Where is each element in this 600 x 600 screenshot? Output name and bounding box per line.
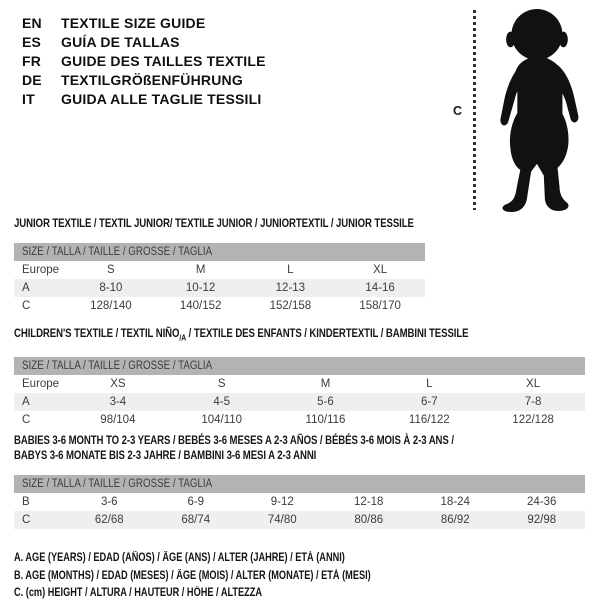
- table-title-line: BABIES 3-6 MONTH TO 2-3 YEARS / BEBÉS 3-6 MESES A 2-3 AÑOS / BÉBÉS 3-6 MOIS À 2-3 ANS /: [14, 433, 454, 448]
- language-title: TEXTILGRÖßENFÜHRUNG: [61, 71, 243, 88]
- footnote-line: A. AGE (YEARS) / EDAD (AÑOS) / ÂGE (ANS) / ALTER (JAHRE) / ETÀ (ANNI): [14, 552, 345, 565]
- language-row: [22, 13, 266, 32]
- table-row: [14, 261, 425, 279]
- language-title: GUIDA ALLE TAGLIE TESSILI: [61, 90, 262, 107]
- junior-size-table: [14, 216, 425, 315]
- cell-value: XL: [526, 378, 541, 391]
- cell-value: 3-6: [100, 496, 118, 509]
- cell-value: XS: [110, 378, 126, 391]
- size-header-band: [14, 475, 585, 493]
- language-row: [22, 70, 266, 89]
- table-row: [14, 511, 585, 529]
- cell-value: 9-12: [270, 496, 294, 509]
- cell-value: 6-9: [187, 496, 205, 509]
- cell-value: 12-13: [275, 282, 306, 294]
- row-label: C: [22, 414, 31, 427]
- cell-value: S: [217, 378, 226, 391]
- tables-column: [14, 216, 586, 600]
- cell-value: 62/68: [94, 514, 124, 527]
- language-code: EN: [22, 14, 42, 31]
- row-label: C: [22, 514, 31, 527]
- cell-value: 8-10: [99, 282, 123, 294]
- height-figure: [448, 6, 598, 218]
- table-title: [14, 216, 425, 231]
- cell-value: 74/80: [267, 514, 297, 527]
- cell-value: 122/128: [512, 414, 554, 427]
- cell-value: 158/170: [359, 300, 401, 312]
- cell-value: 18-24: [440, 496, 470, 509]
- children-size-table: [14, 326, 585, 429]
- table-title-line: BABYS 3-6 MONATE BIS 2-3 JAHRE / BAMBINI 3-6 MESI A 2-3 ANNI: [14, 448, 317, 463]
- cell-value: 3-4: [109, 396, 127, 409]
- cell-value: 12-18: [354, 496, 384, 509]
- language-code: IT: [22, 90, 35, 107]
- cell-value: 24-36: [527, 496, 557, 509]
- cell-value: 98/104: [100, 414, 136, 427]
- footnote-line: B. AGE (MONTHS) / EDAD (MESES) / ÂGE (MOIS) / ALTER (MONATE) / ETÀ (MESI): [14, 569, 371, 582]
- cell-value: 6-7: [420, 396, 438, 409]
- language-code: DE: [22, 71, 42, 88]
- language-list: [22, 13, 266, 108]
- cell-value: S: [107, 264, 115, 276]
- table-row: [14, 297, 425, 315]
- cell-value: 110/116: [305, 414, 346, 427]
- cell-value: 92/98: [527, 514, 557, 527]
- table-title-line: CHILDREN'S TEXTILE / TEXTIL $NIÑO_{/A}$ / TEXTILE DES ENFANTS / KINDERTEXTIL / BAMBINI TESSILE: [14, 326, 469, 343]
- language-row: [22, 89, 266, 108]
- row-label: Europe: [22, 264, 60, 276]
- table-row: [14, 493, 585, 511]
- cell-value: 128/140: [90, 300, 132, 312]
- cell-value: 152/158: [269, 300, 312, 312]
- cell-value: 7-8: [524, 396, 542, 409]
- table-title: [14, 433, 585, 463]
- row-label: B: [22, 496, 30, 509]
- row-label: A: [22, 282, 30, 294]
- size-header-label: SIZE / TALLA / TAILLE / GRÖSSE / TAGLIA: [22, 478, 213, 491]
- cell-value: 140/152: [179, 300, 222, 312]
- footnote-line: C. (cm) HEIGHT / ALTURA / HAUTEUR / HÖHE / ALTEZZA: [14, 587, 263, 600]
- size-header-band: [14, 243, 425, 261]
- height-dashed-line: [473, 10, 476, 210]
- table-title-line: JUNIOR TEXTILE / TEXTIL JUNIOR/ TEXTILE JUNIOR / JUNIORTEXTIL / JUNIOR TESSILE: [14, 216, 414, 230]
- cell-value: M: [195, 264, 206, 276]
- row-label: A: [22, 396, 30, 409]
- table-row: [14, 375, 585, 393]
- cell-value: M: [320, 378, 331, 391]
- size-header-label: SIZE / TALLA / TAILLE / GRÖSSE / TAGLIA: [22, 246, 213, 258]
- language-title: TEXTILE SIZE GUIDE: [61, 14, 206, 31]
- height-marker-label: C: [453, 104, 463, 118]
- row-label: C: [22, 300, 31, 312]
- cell-value: L: [426, 378, 433, 391]
- size-header-label: SIZE / TALLA / TAILLE / GRÖSSE / TAGLIA: [22, 360, 213, 373]
- language-title: GUÍA DE TALLAS: [61, 33, 180, 50]
- row-label: Europe: [22, 378, 60, 391]
- baby-silhouette-icon: [486, 6, 584, 214]
- cell-value: 80/86: [354, 514, 384, 527]
- cell-value: 5-6: [317, 396, 334, 409]
- table-row: [14, 411, 585, 429]
- cell-value: 14-16: [365, 282, 395, 294]
- table-row: [14, 279, 425, 297]
- babies-size-table: [14, 433, 585, 529]
- language-title: GUIDE DES TAILLES TEXTILE: [61, 52, 266, 69]
- cell-value: 4-5: [213, 396, 230, 409]
- cell-value: 116/122: [408, 414, 450, 427]
- footnotes: [14, 550, 586, 600]
- size-header-band: [14, 357, 585, 375]
- cell-value: L: [287, 264, 294, 276]
- language-row: [22, 32, 266, 51]
- cell-value: 68/74: [181, 514, 211, 527]
- cell-value: 10-12: [185, 282, 216, 294]
- cell-value: 104/110: [201, 414, 243, 427]
- language-code: ES: [22, 33, 42, 50]
- language-code: FR: [22, 52, 42, 69]
- language-row: [22, 51, 266, 70]
- table-title: [14, 326, 585, 345]
- cell-value: 86/92: [440, 514, 470, 527]
- table-row: [14, 393, 585, 411]
- cell-value: XL: [373, 264, 388, 276]
